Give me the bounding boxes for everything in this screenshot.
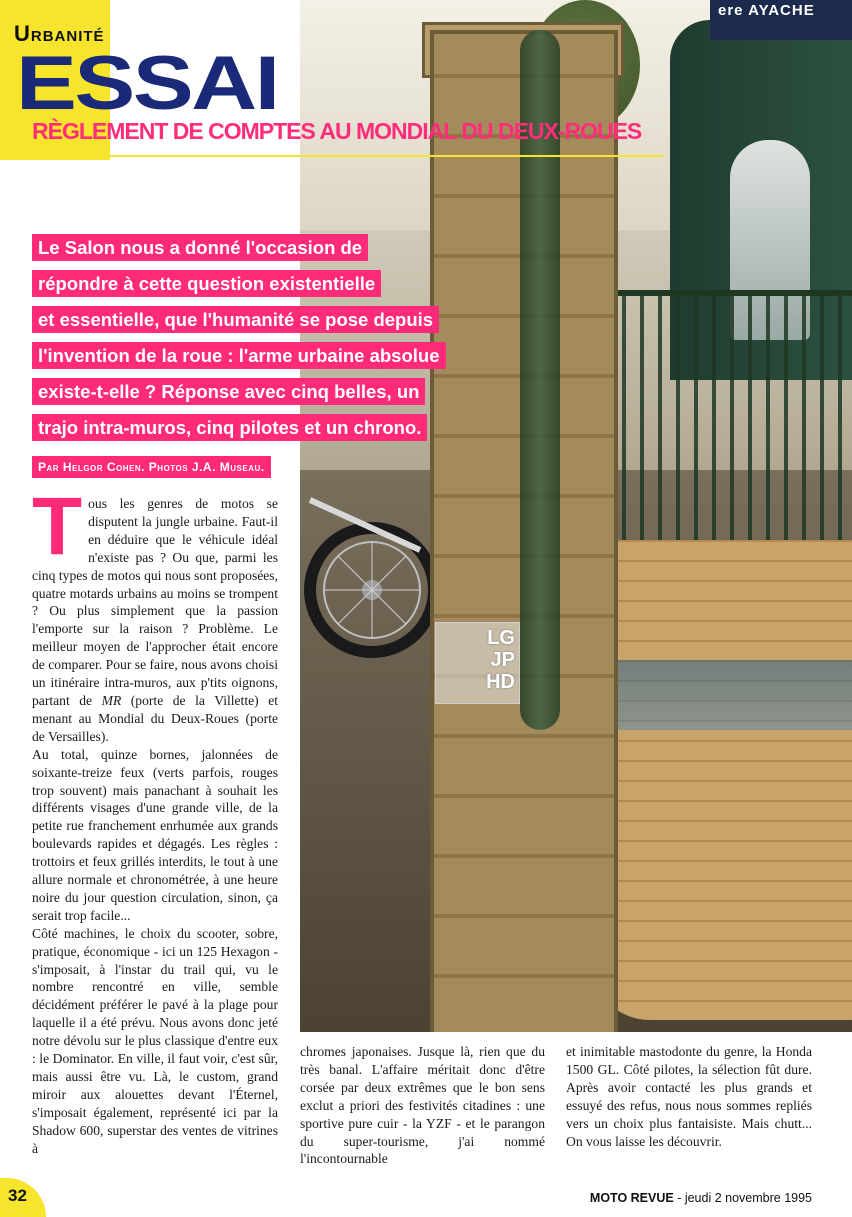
byline (32, 455, 271, 479)
article-column-2 (300, 1043, 545, 1168)
paragraph-text: ous les genres de motos se disputent la jungle urbaine. Faut-il en déduire que le véhicule idéal n'existe pas ? Ou que, parmi les cinq types de motos qui nous sont proposées, quatre motards urbains au moins se trompent ? Ou plus simplement que la passion l'emporte sur la raison ? Problème. Le meilleur moyen de l'approcher était encore de comparer. Pour se faire, nous avons choisi un itinéraire intra-muros, aux p'tits oignons, partant de (32, 496, 278, 708)
article-title: ESSAI (16, 41, 278, 126)
photo-mosaic-band (590, 660, 852, 730)
byline-text: Par Helgor Cohen. Photos J.A. Museau. (32, 456, 271, 478)
header-rule (32, 155, 664, 157)
footer-folio (590, 1191, 812, 1205)
paragraph-text: (porte de la Villette) et menant au Mondial du Deux-Roues (porte de Versailles). (32, 692, 279, 744)
section-rubric: Urbanité (14, 21, 105, 46)
drop-cap: T (32, 481, 83, 572)
photo-iron-railing (590, 290, 852, 556)
paragraph: Côté machines, le choix du scooter, sobre, pratique, économique - ici un 125 Hexagon - s'imposait, à l'instar du trail qui, vu le nombre rencontré en ville, semble décidément préférer le pavé à la plage pour laquelle il a été prévu. Nous avons donc jeté notre dévolu sur le plus classique d'entre eux : le Dominator. En ville, il faut voir, c'est sûr, mais aussi être vu. Là, le custom, grand miroir aux alouettes devant l'Éternel, s'imposait également, représenté ici par la Shadow 600, superstar des ventes de vitrines à (32, 925, 278, 1156)
standfirst-line: Le Salon nous a donné l'occasion de (32, 234, 368, 261)
standfirst-line: et essentielle, que l'humanité se pose depuis (32, 306, 439, 333)
page-number: 32 (8, 1186, 27, 1205)
kiosk-sign-text: ere AYACHE (718, 2, 815, 19)
photo-tiled-wall (590, 540, 852, 1020)
standfirst (32, 230, 552, 446)
standfirst-line: répondre à cette question existentielle (32, 270, 381, 297)
watermark-logo: LG JP HD (435, 622, 520, 704)
paragraph: Au total, quinze bornes, jalonnées de soixante-treize feux (verts parfois, rouges trop souvent) mais panachant à souhait les différents visages d'une grande ville, de la petite rue franchement enrhumée aux grands boulevards rapides et dégagés. Les règles : trottoirs et feux grillés interdits, le tout à une allure normale et chronométrée, à une heure noire du jour question circulation, sinon, ça serait trop facile... (32, 746, 278, 923)
article-column-3 (566, 1043, 812, 1150)
standfirst-line: existe-t-elle ? Réponse avec cinq belles, un (32, 378, 425, 405)
paragraph: chromes japonaises. Jusque là, rien que du très banal. L'affaire méritait donc d'être corsée par deux extrêmes que le bon sens exclut a priori des festivités citadines : une sportive pure cuir - la YZF - et le parangon du super-tourisme, j'ai nommé l'incontournable (300, 1044, 545, 1167)
paragraph (32, 481, 279, 746)
magazine-name: MOTO REVUE (589, 1191, 674, 1205)
standfirst-line: trajo intra-muros, cinq pilotes et un chrono. (32, 414, 427, 441)
article-subtitle: RÈGLEMENT DE COMPTES AU MONDIAL DU DEUX-ROUES (32, 118, 642, 144)
standfirst-line: l'invention de la roue : l'arme urbaine absolue (32, 342, 446, 369)
magazine-abbr: MR (101, 692, 122, 708)
paragraph: et inimitable mastodonte du genre, la Honda 1500 GL. Côté pilotes, la sélection fût dure. Après avoir contacté les plus grands et essuyé des refus, nous nous sommes repliés vers un choix plus fantaisiste. Mais chutt... On vous laisse les découvrir. (566, 1044, 812, 1149)
photo-motorcycle-wheel (300, 480, 440, 670)
article-column-1 (32, 481, 279, 1158)
issue-date: - jeudi 2 novembre 1995 (673, 1191, 812, 1205)
